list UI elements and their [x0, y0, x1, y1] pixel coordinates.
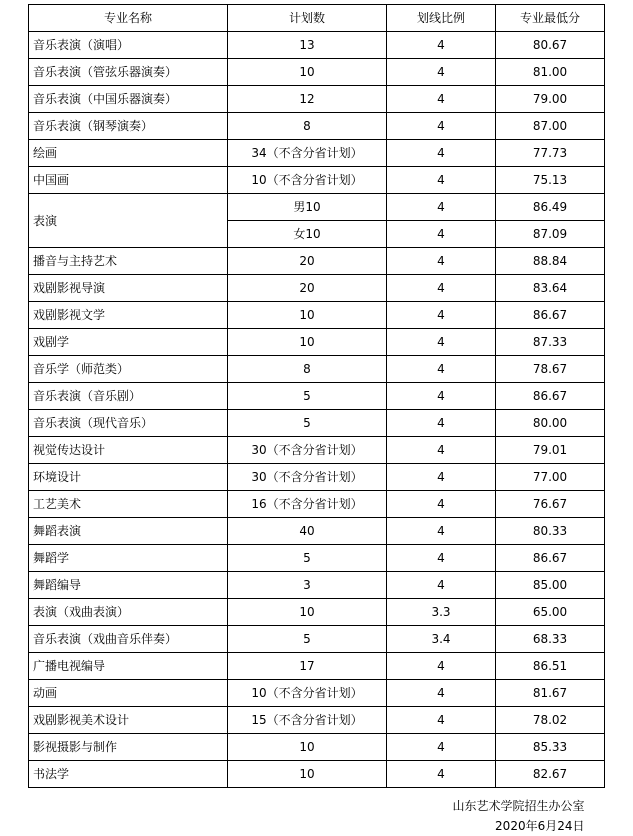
table-row	[29, 734, 605, 761]
cell-plan: 17	[228, 653, 387, 680]
document-footer	[47, 796, 587, 836]
header-major: 专业名称	[29, 5, 228, 32]
table-row	[29, 410, 605, 437]
cell-plan: 16（不含分省计划）	[228, 491, 387, 518]
cell-score: 80.00	[496, 410, 605, 437]
table-row	[29, 626, 605, 653]
cell-score: 85.00	[496, 572, 605, 599]
table-row	[29, 707, 605, 734]
table-row	[29, 113, 605, 140]
cell-score: 75.13	[496, 167, 605, 194]
cell-ratio: 4	[387, 572, 496, 599]
cell-ratio: 4	[387, 410, 496, 437]
cell-ratio: 4	[387, 356, 496, 383]
cell-ratio: 4	[387, 734, 496, 761]
header-score: 专业最低分	[496, 5, 605, 32]
table-row	[29, 302, 605, 329]
cell-ratio: 3.4	[387, 626, 496, 653]
cell-ratio: 4	[387, 761, 496, 788]
table-row	[29, 248, 605, 275]
cell-plan: 12	[228, 86, 387, 113]
cell-major: 舞蹈表演	[29, 518, 228, 545]
cell-major: 环境设计	[29, 464, 228, 491]
table-row	[29, 653, 605, 680]
header-ratio: 划线比例	[387, 5, 496, 32]
cell-score: 85.33	[496, 734, 605, 761]
cell-plan: 10	[228, 302, 387, 329]
cell-score: 76.67	[496, 491, 605, 518]
cell-major: 戏剧影视美术设计	[29, 707, 228, 734]
cell-ratio: 4	[387, 248, 496, 275]
cell-major: 音乐表演（管弦乐器演奏）	[29, 59, 228, 86]
footer-office: 山东艺术学院招生办公室	[452, 799, 585, 813]
table-row	[29, 194, 605, 221]
cell-ratio: 4	[387, 86, 496, 113]
cell-score: 82.67	[496, 761, 605, 788]
cell-major: 舞蹈编导	[29, 572, 228, 599]
cell-score: 86.67	[496, 545, 605, 572]
cell-plan: 10	[228, 59, 387, 86]
cell-major: 音乐表演（音乐剧）	[29, 383, 228, 410]
table-row	[29, 329, 605, 356]
cell-major: 音乐表演（演唱）	[29, 32, 228, 59]
cell-plan: 10	[228, 761, 387, 788]
cell-score: 80.33	[496, 518, 605, 545]
cell-major: 舞蹈学	[29, 545, 228, 572]
cell-plan: 8	[228, 356, 387, 383]
table-body	[29, 32, 605, 788]
table-row	[29, 383, 605, 410]
cell-major: 播音与主持艺术	[29, 248, 228, 275]
table-row	[29, 518, 605, 545]
cell-major: 影视摄影与制作	[29, 734, 228, 761]
cell-major: 表演	[29, 194, 228, 248]
footer-date: 2020年6月24日	[495, 819, 585, 833]
table-row	[29, 275, 605, 302]
cell-ratio: 4	[387, 59, 496, 86]
cell-ratio: 4	[387, 545, 496, 572]
cell-score: 87.09	[496, 221, 605, 248]
cell-score: 86.51	[496, 653, 605, 680]
cell-major: 戏剧影视导演	[29, 275, 228, 302]
table-row	[29, 437, 605, 464]
cell-major: 戏剧影视文学	[29, 302, 228, 329]
table-row	[29, 545, 605, 572]
admission-score-table	[28, 4, 605, 788]
table-row	[29, 140, 605, 167]
cell-plan: 5	[228, 410, 387, 437]
cell-major: 中国画	[29, 167, 228, 194]
cell-plan: 30（不含分省计划）	[228, 464, 387, 491]
table-header	[29, 5, 605, 32]
cell-ratio: 4	[387, 383, 496, 410]
table-row	[29, 599, 605, 626]
cell-score: 68.33	[496, 626, 605, 653]
cell-ratio: 4	[387, 707, 496, 734]
cell-ratio: 4	[387, 32, 496, 59]
cell-ratio: 4	[387, 680, 496, 707]
cell-score: 78.02	[496, 707, 605, 734]
cell-major: 音乐学（师范类）	[29, 356, 228, 383]
table-row	[29, 464, 605, 491]
cell-major: 音乐表演（戏曲音乐伴奏）	[29, 626, 228, 653]
cell-ratio: 4	[387, 194, 496, 221]
cell-score: 79.00	[496, 86, 605, 113]
cell-plan: 女10	[228, 221, 387, 248]
cell-ratio: 4	[387, 437, 496, 464]
cell-plan: 5	[228, 383, 387, 410]
cell-ratio: 4	[387, 491, 496, 518]
cell-plan: 3	[228, 572, 387, 599]
cell-plan: 5	[228, 545, 387, 572]
cell-score: 86.49	[496, 194, 605, 221]
cell-plan: 13	[228, 32, 387, 59]
cell-ratio: 4	[387, 464, 496, 491]
cell-plan: 5	[228, 626, 387, 653]
cell-score: 88.84	[496, 248, 605, 275]
table-row	[29, 572, 605, 599]
cell-ratio: 4	[387, 113, 496, 140]
cell-score: 77.00	[496, 464, 605, 491]
cell-plan: 10	[228, 599, 387, 626]
cell-plan: 20	[228, 275, 387, 302]
cell-major: 绘画	[29, 140, 228, 167]
table-row	[29, 32, 605, 59]
cell-major: 工艺美术	[29, 491, 228, 518]
cell-major: 戏剧学	[29, 329, 228, 356]
cell-score: 81.00	[496, 59, 605, 86]
cell-plan: 15（不含分省计划）	[228, 707, 387, 734]
cell-plan: 20	[228, 248, 387, 275]
cell-ratio: 4	[387, 275, 496, 302]
cell-plan: 10（不含分省计划）	[228, 680, 387, 707]
cell-score: 87.33	[496, 329, 605, 356]
cell-plan: 40	[228, 518, 387, 545]
cell-ratio: 4	[387, 140, 496, 167]
cell-score: 79.01	[496, 437, 605, 464]
table-row	[29, 356, 605, 383]
cell-plan: 10	[228, 329, 387, 356]
cell-plan: 34（不含分省计划）	[228, 140, 387, 167]
cell-major: 音乐表演（钢琴演奏）	[29, 113, 228, 140]
cell-ratio: 4	[387, 329, 496, 356]
cell-major: 广播电视编导	[29, 653, 228, 680]
cell-score: 78.67	[496, 356, 605, 383]
cell-score: 80.67	[496, 32, 605, 59]
cell-ratio: 3.3	[387, 599, 496, 626]
cell-plan: 10	[228, 734, 387, 761]
table-row	[29, 167, 605, 194]
cell-score: 81.67	[496, 680, 605, 707]
cell-score: 86.67	[496, 383, 605, 410]
cell-ratio: 4	[387, 221, 496, 248]
cell-score: 77.73	[496, 140, 605, 167]
header-plan: 计划数	[228, 5, 387, 32]
table-row	[29, 680, 605, 707]
cell-plan: 30（不含分省计划）	[228, 437, 387, 464]
table-row	[29, 761, 605, 788]
cell-major: 书法学	[29, 761, 228, 788]
cell-score: 86.67	[496, 302, 605, 329]
cell-plan: 男10	[228, 194, 387, 221]
table-header-row	[29, 5, 605, 32]
cell-major: 表演（戏曲表演）	[29, 599, 228, 626]
table-row	[29, 86, 605, 113]
table-row	[29, 491, 605, 518]
cell-ratio: 4	[387, 167, 496, 194]
cell-ratio: 4	[387, 302, 496, 329]
cell-score: 87.00	[496, 113, 605, 140]
cell-major: 音乐表演（现代音乐）	[29, 410, 228, 437]
cell-ratio: 4	[387, 518, 496, 545]
cell-score: 65.00	[496, 599, 605, 626]
table-row	[29, 59, 605, 86]
cell-ratio: 4	[387, 653, 496, 680]
cell-major: 动画	[29, 680, 228, 707]
cell-major: 音乐表演（中国乐器演奏）	[29, 86, 228, 113]
cell-score: 83.64	[496, 275, 605, 302]
cell-plan: 8	[228, 113, 387, 140]
cell-plan: 10（不含分省计划）	[228, 167, 387, 194]
cell-major: 视觉传达设计	[29, 437, 228, 464]
